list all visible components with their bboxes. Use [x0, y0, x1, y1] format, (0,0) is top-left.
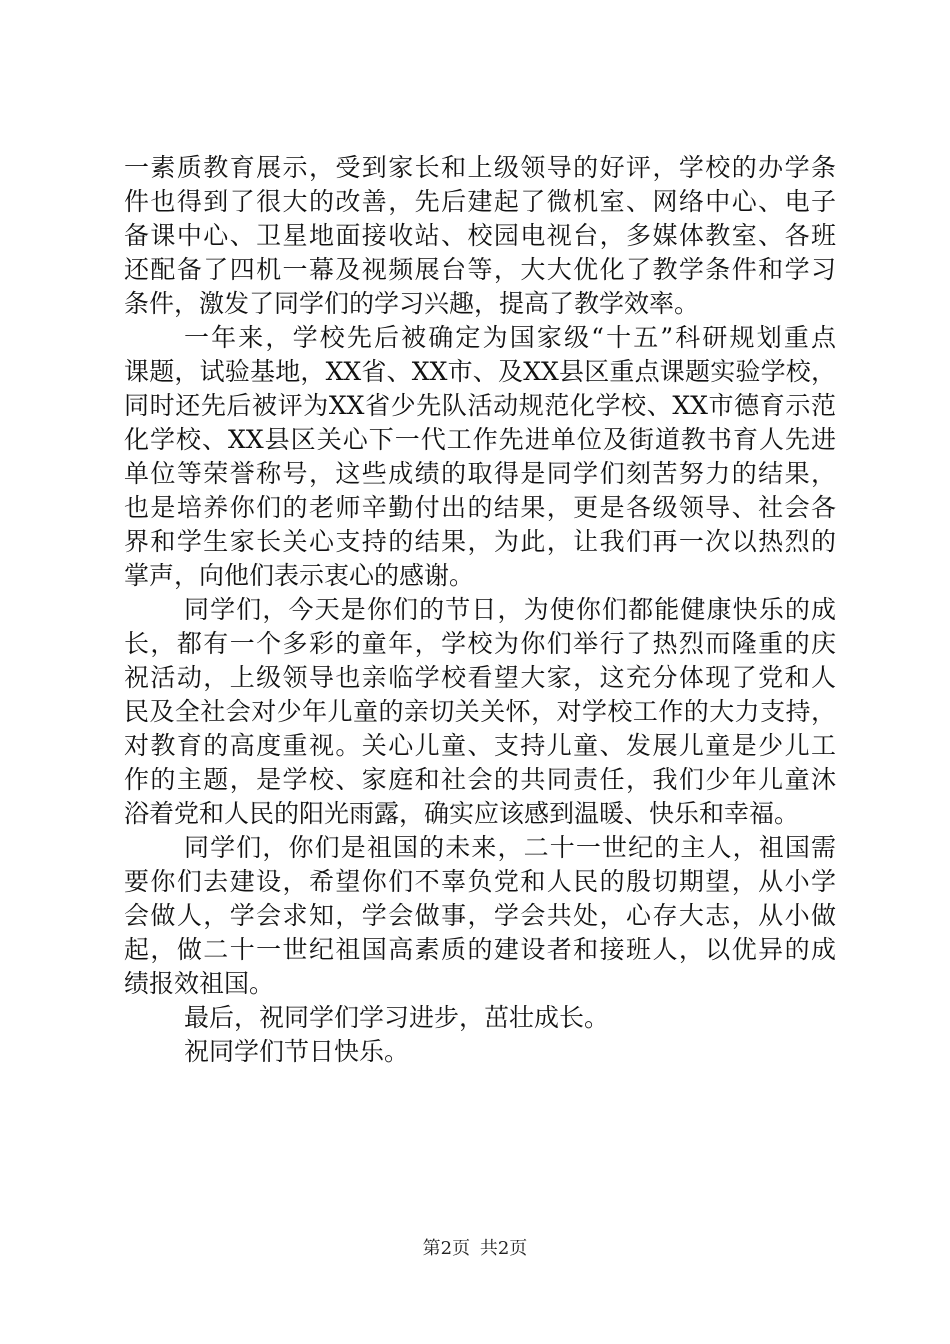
text-line: 浴着党和人民的阳光雨露，确实应该感到温暖、快乐和幸福。 [124, 799, 800, 828]
text-line: 一素质教育展示，受到家长和上级领导的好评，学校的办学条 [124, 153, 836, 182]
text-line: 一年来，学校先后被确定为国家级“十五”科研规划重点 [184, 323, 836, 352]
text-line: 备课中心、卫星地面接收站、校园电视台，多媒体教室、各班 [124, 221, 836, 250]
text-line: 祝同学们节日快乐。 [184, 1037, 410, 1066]
page-footer [0, 1237, 950, 1261]
text-line: 同时还先后被评为XX省少先队活动规范化学校、XX市德育示范 [124, 391, 836, 420]
text-line: 也是培养你们的老师辛勤付出的结果，更是各级领导、社会各 [124, 493, 836, 522]
text-line: 会做人，学会求知，学会做事，学会共处，心存大志，从小做 [124, 901, 836, 930]
text-line: 单位等荣誉称号，这些成绩的取得是同学们刻苦努力的结果， [124, 459, 836, 488]
text-line: 还配备了四机一幕及视频展台等，大大优化了教学条件和学习 [124, 255, 836, 284]
text-line: 同学们，今天是你们的节日，为使你们都能健康快乐的成 [184, 595, 836, 624]
text-line: 课题，试验基地，XX省、XX市、及XX县区重点课题实验学校， [124, 357, 836, 386]
text-line: 绩报效祖国。 [124, 969, 275, 998]
text-line: 民及全社会对少年儿童的亲切关关怀，对学校工作的大力支持， [124, 697, 836, 726]
page-total: 共2页 [479, 1238, 528, 1259]
text-line: 对教育的高度重视。关心儿童、支持儿童、发展儿童是少儿工 [124, 731, 836, 760]
text-line: 作的主题，是学校、家庭和社会的共同责任，我们少年儿童沐 [124, 765, 836, 794]
text-line: 最后，祝同学们学习进步，茁壮成长。 [184, 1003, 610, 1032]
text-line: 掌声，向他们表示衷心的感谢。 [124, 561, 475, 590]
text-line: 界和学生家长关心支持的结果，为此，让我们再一次以热烈的 [124, 527, 836, 556]
text-line: 件也得到了很大的改善，先后建起了微机室、网络中心、电子 [124, 187, 836, 216]
text-line: 祝活动，上级领导也亲临学校看望大家，这充分体现了党和人 [124, 663, 836, 692]
text-line: 长，都有一个多彩的童年，学校为你们举行了热烈而隆重的庆 [124, 629, 836, 658]
text-line: 条件，激发了同学们的学习兴趣，提高了教学效率。 [124, 289, 700, 318]
document-body [124, 151, 836, 1069]
text-line: 化学校、XX县区关心下一代工作先进单位及街道教书育人先进 [124, 425, 836, 454]
text-line: 同学们，你们是祖国的未来，二十一世纪的主人，祖国需 [184, 833, 836, 862]
text-line: 要你们去建设，希望你们不辜负党和人民的殷切期望，从小学 [124, 867, 836, 896]
page-number: 第2页 [422, 1238, 471, 1259]
text-line: 起，做二十一世纪祖国高素质的建设者和接班人，以优异的成 [124, 935, 836, 964]
